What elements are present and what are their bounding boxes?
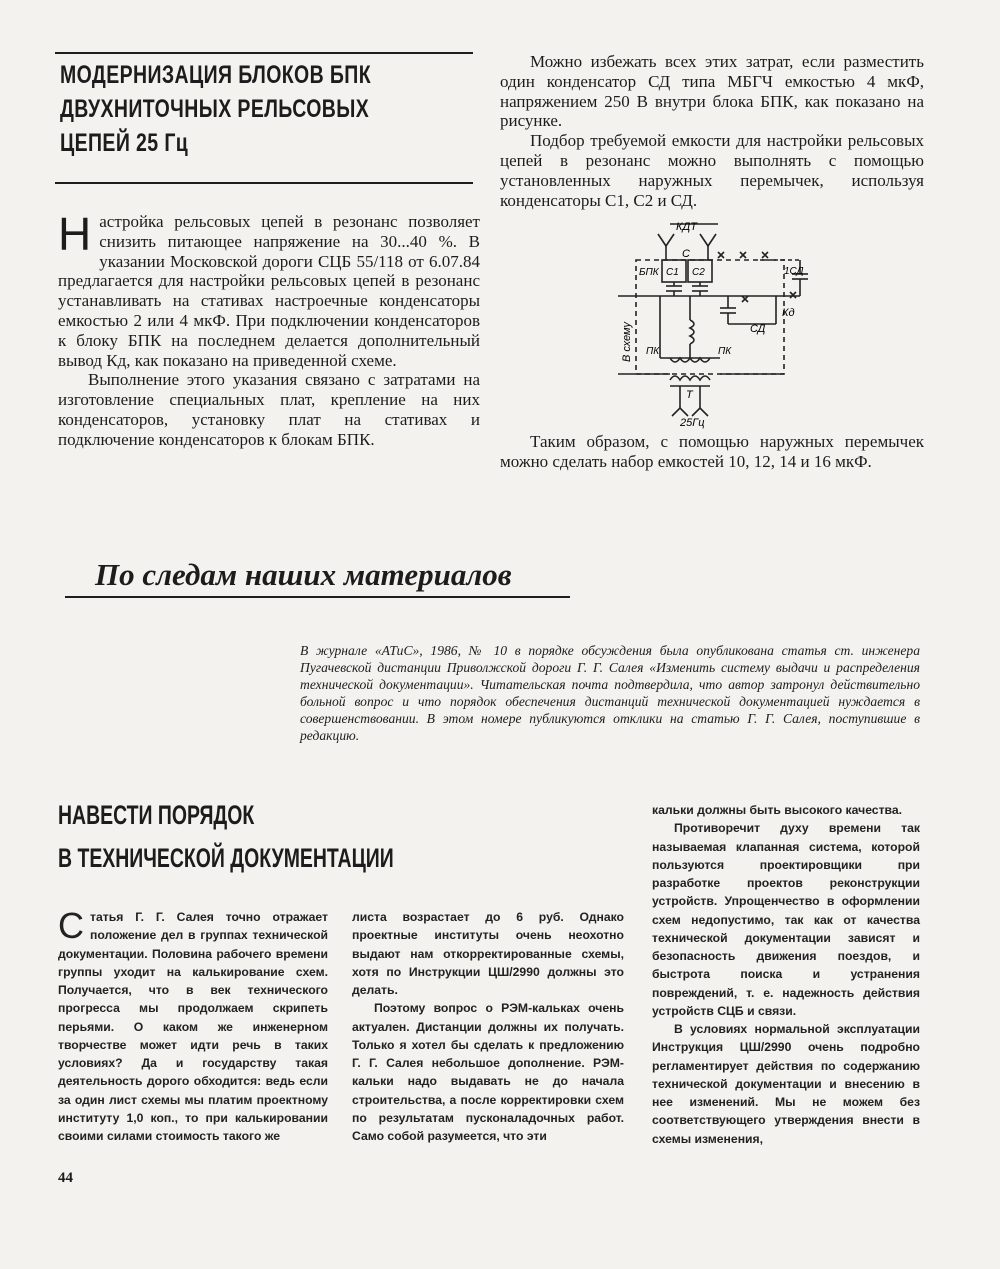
article1-right-column-top	[500, 52, 924, 210]
title-bottom-rule	[55, 182, 473, 184]
article2-title-line1: НАВЕСТИ ПОРЯДОК	[58, 800, 255, 830]
diagram-label-sd: СД	[750, 323, 766, 335]
diagram-label-bpk: БПК	[639, 267, 659, 278]
diagram-label-c: С	[682, 248, 690, 260]
article1-title-line2: ДВУХНИТОЧНЫХ РЕЛЬСОВЫХ	[60, 95, 370, 123]
diagram-label-pk-left: ПК	[646, 346, 660, 357]
article2-paragraph-5: Противоречит духу времени так называемая клапанная система, которой пользуются проектировщики при разработке проектов реконструкции устройств. Упрощенчество в оформлении схем недопустимо, так как от качества технической документации зависят и безопасность движения поездов, и быстрота поиска и устранения повреждений, т. е. надежность действия устройств СЦБ и связи.	[652, 821, 920, 1018]
diagram-label-c2: С2	[692, 267, 705, 278]
title-top-rule	[55, 52, 473, 54]
article1-title	[60, 58, 459, 160]
article1-paragraph-3: Можно избежать всех этих затрат, если разместить один конденсатор СД типа МБГЧ емкостью 4 мкФ, напряжением 250 В внутри блока БПК, как показано на рисунке.	[500, 52, 924, 131]
article2-paragraph-1-text: татья Г. Г. Салея точно отражает положение дел в группах технической документации. Половина рабочего времени группы уходит на калькирование схем. Получается, что в век технического прогресса мы продолжаем скрипеть перьями. О каком же инженерном творчестве может идти речь в таких условиях? Да и государству такая деятельность дорого обходится: ведь если за один лист схемы мы платим проектному институту 1,0 коп., то при калькировании своими силами стоимость такого же	[58, 910, 328, 1143]
article1-title-line1: МОДЕРНИЗАЦИЯ БЛОКОВ БПК	[60, 61, 372, 89]
article2-dropcap: С	[58, 905, 84, 946]
article1-paragraph-1-text: астройка рельсовых цепей в резонанс позволяет снизить питающее напряжение на 30...40 %. В указании Московской дороги СЦБ 55/118 от 6.07.84 предлагается для настройки рельсовых цепей в резонанс устанавливать на стативах настроечные конденсаторы емкостью 2 или 4 мкФ. При подключении конденсаторов к блоку БПК на последнем делается дополнительный вывод Кд, как показано на приведенной схеме.	[58, 212, 480, 370]
circuit-diagram	[600, 212, 830, 430]
diagram-label-kdt: КДТ	[676, 221, 697, 233]
article1-left-column	[58, 208, 480, 450]
article1-right-column-bottom	[500, 432, 924, 472]
diagram-label-t: Т	[686, 389, 693, 401]
dropcap-letter: Н	[58, 208, 92, 260]
article2-paragraph-4: кальки должны быть высокого качества.	[652, 803, 903, 817]
supply-terminal-left	[672, 408, 688, 416]
section-lead: В журнале «АТиС», 1986, № 10 в порядке обсуждения была опубликована статья ст. инженера Пугачевской дистанции Приволжской дороги Г. Г. Салея «Изменить систему выдачи и распределения технической документации». Читательская почта подтвердила, что автор затронул действительно больной вопрос и что порядок обеспечения дистанций технической документацией нуждается в совершенствовании. В этом номере публикуются отклики на статью Г. Г. Салея, поступившие в редакцию.	[300, 643, 920, 744]
article2-paragraph-6: В условиях нормальной эксплуатации Инструкция ЦШ/2990 очень подробно регламентирует действия по содержанию технической документации и внесению в нее изменений. Мы не можем без соответствующего утверждения внести в схемы изменения,	[652, 1022, 920, 1146]
article2-paragraph-2: листа возрастает до 6 руб. Однако проектные институты очень неохотно выдают нам откорректированные схемы, хотя по Инструкции ЦШ/2990 должны это делать.	[352, 910, 624, 997]
diagram-label-c1: С1	[666, 267, 679, 278]
article1-paragraph-4: Подбор требуемой емкости для настройки рельсовых цепей в резонанс можно выполнять с помощью установленных наружных перемычек, используя конденсаторы С1, С2 и СД.	[500, 131, 924, 210]
supply-terminal-right	[692, 408, 708, 416]
diagram-label-kd: Кд	[782, 307, 795, 319]
article2-title	[58, 800, 524, 874]
section-title: По следам наших материалов	[95, 557, 512, 592]
article2-title-line2: В ТЕХНИЧЕСКОЙ ДОКУМЕНТАЦИИ	[58, 843, 394, 873]
diagram-label-1sd: 1СД	[784, 266, 804, 277]
diagram-label-v-skhemu: В схему	[621, 322, 633, 362]
article2-column-2	[352, 908, 624, 1145]
article2-column-3	[652, 801, 920, 1148]
article2-paragraph-3: Поэтому вопрос о РЭМ-кальках очень актуален. Дистанции должны их получать. Только я хотел бы сделать к предложению Г. Г. Салея небольшое дополнение. РЭМ-кальки надо выдавать не до начала строительства, а после корректировки схем по результатам пусконаладочных работ. Само собой разумеется, что эти	[352, 1001, 624, 1143]
kdt-terminal-right	[700, 234, 716, 246]
page-number: 44	[58, 1170, 73, 1186]
diagram-label-pk-right: ПК	[718, 346, 732, 357]
article1-paragraph-1	[58, 208, 480, 370]
diagram-label-25hz: 25Гц	[680, 417, 705, 429]
section-rule	[65, 596, 570, 598]
article1-paragraph-5: Таким образом, с помощью наружных перемычек можно сделать набор емкостей 10, 12, 14 и 16 мкФ.	[500, 432, 924, 471]
kdt-terminal-left	[658, 234, 674, 246]
article1-paragraph-2: Выполнение этого указания связано с затратами на изготовление специальных плат, крепление на них конденсаторов, установку плат на стативах и подключение конденсаторов к блокам БПК.	[58, 370, 480, 449]
article2-paragraph-1	[58, 905, 328, 1145]
article1-title-line3: ЦЕПЕЙ 25 Гц	[60, 129, 189, 157]
article2-column-1	[58, 905, 328, 1145]
